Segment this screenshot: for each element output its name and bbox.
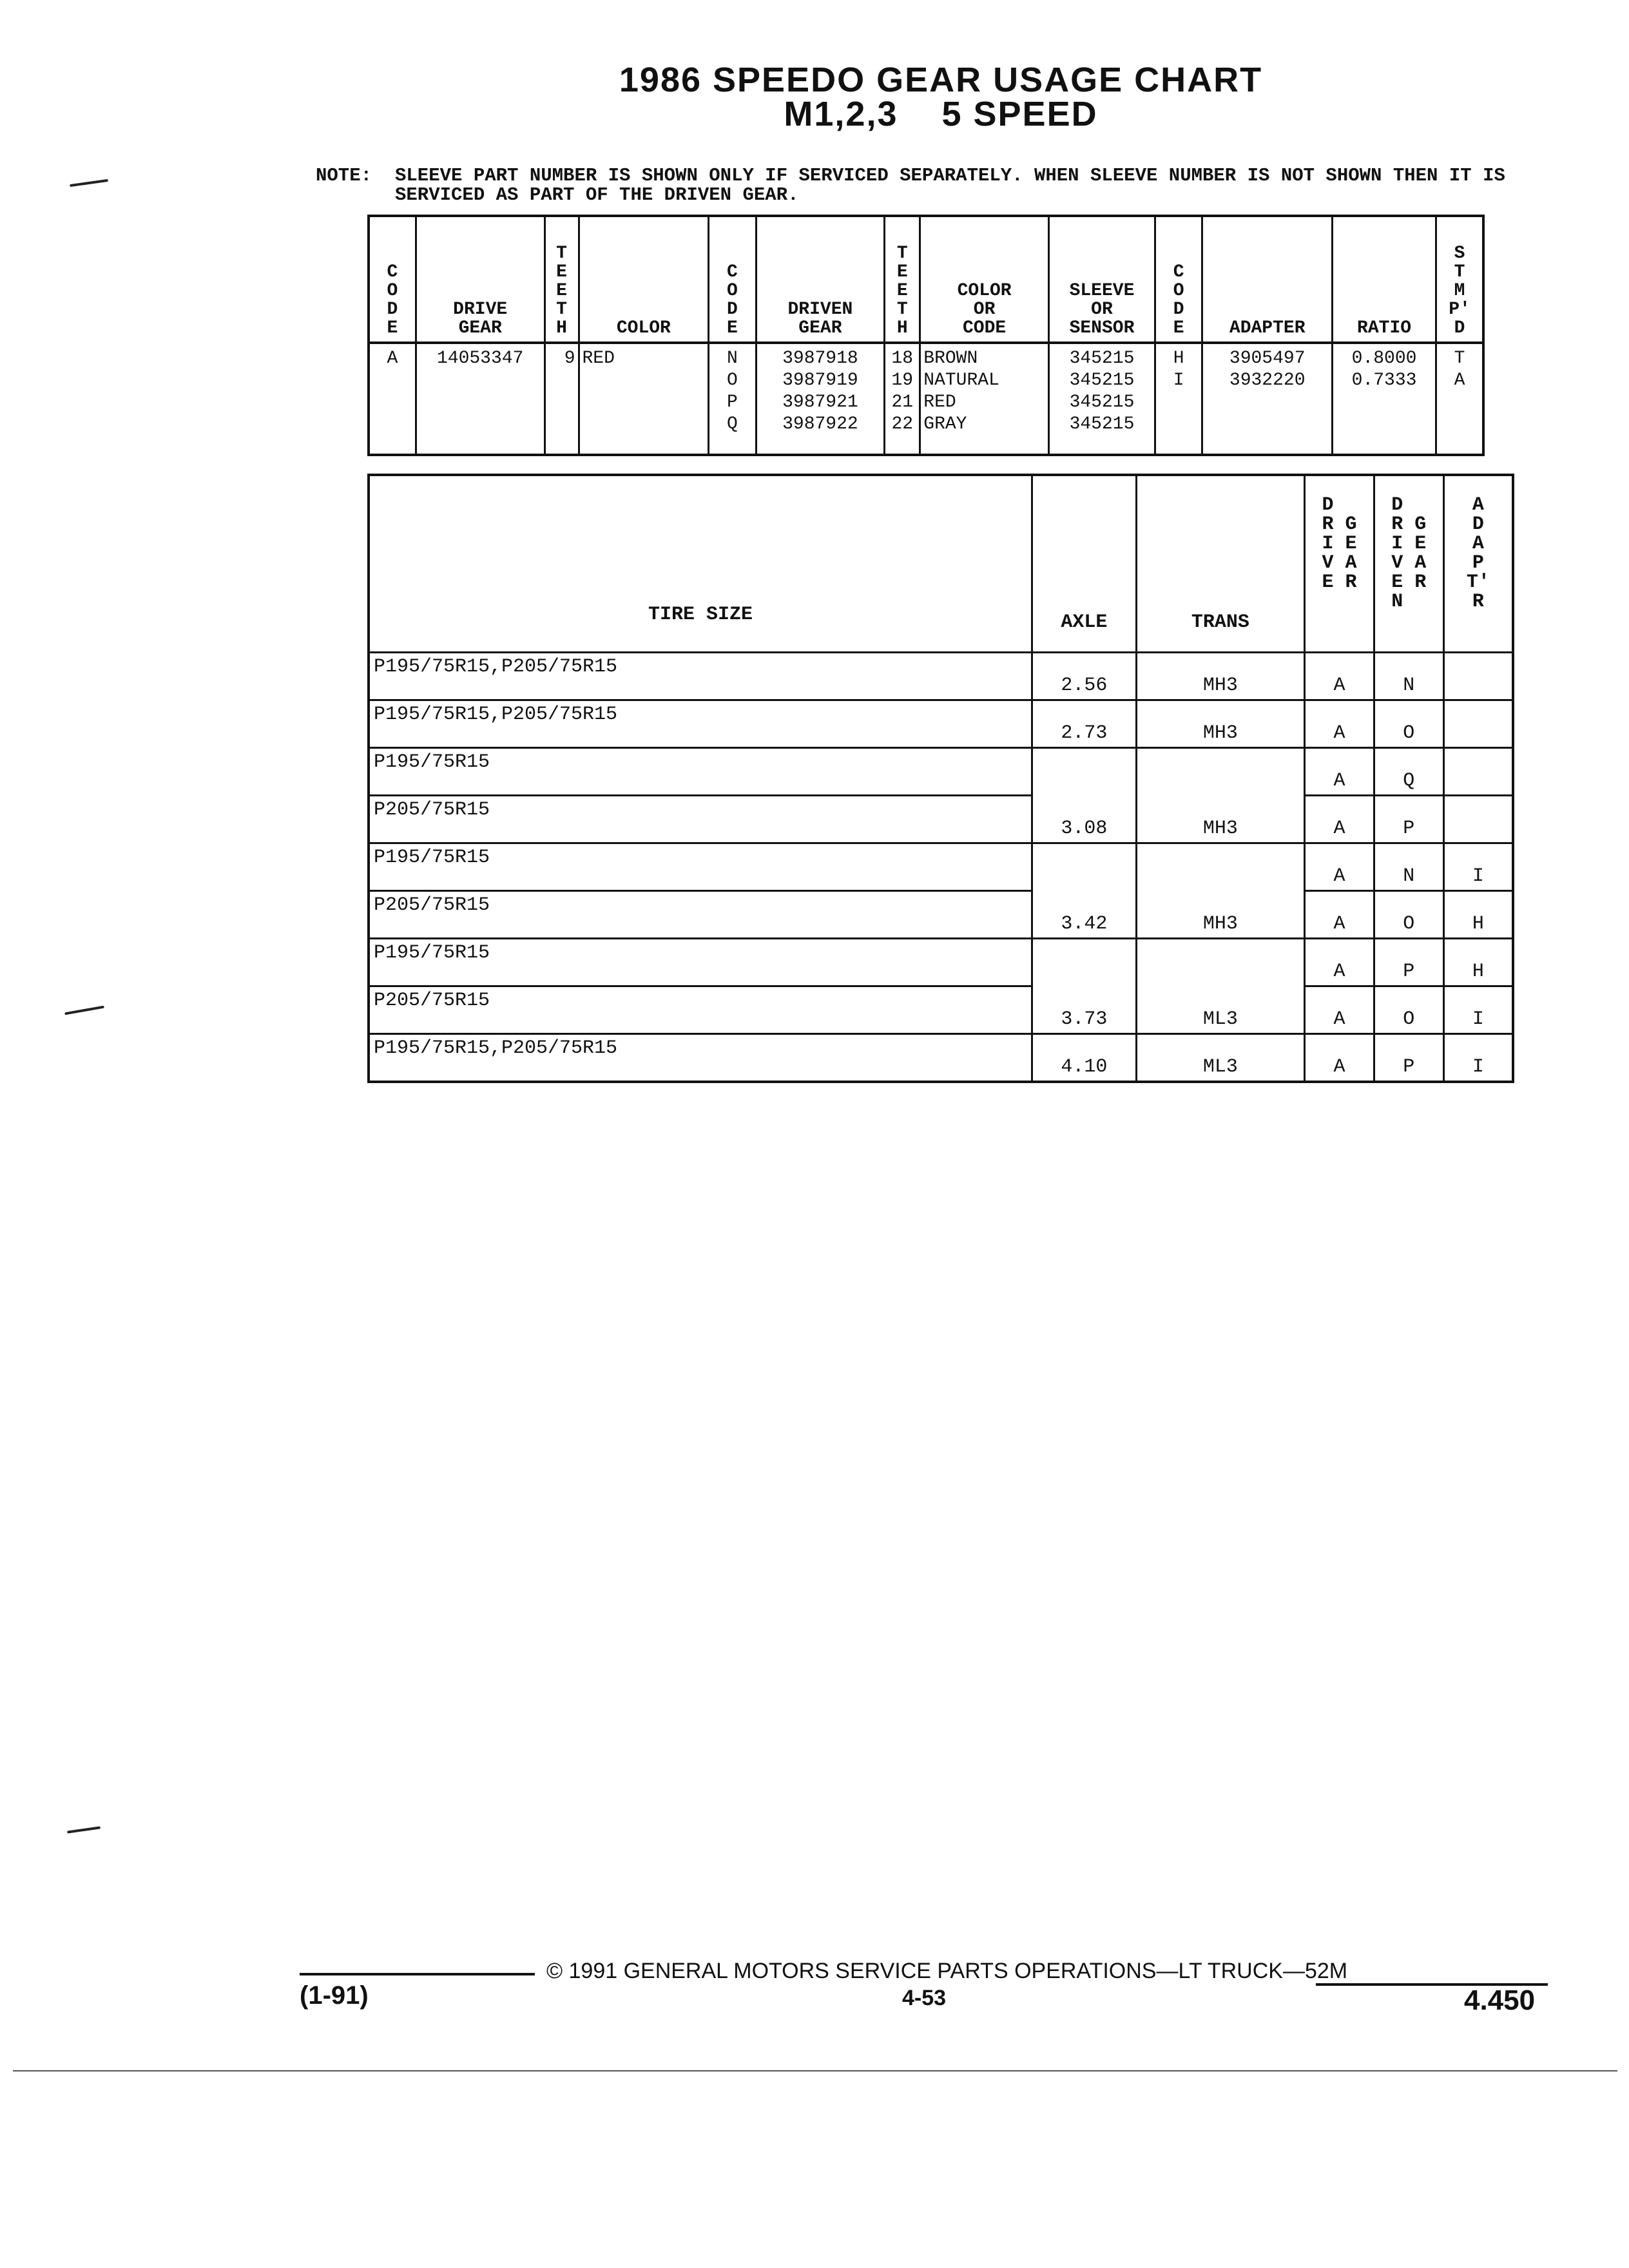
gear-spec-row xyxy=(369,343,1483,455)
table-row xyxy=(369,796,1513,843)
adapter-cell: H xyxy=(1443,939,1513,986)
tire-size-cell: P195/75R15 xyxy=(369,748,1032,796)
row-driven-codes xyxy=(709,343,756,455)
driven-gear-cell: P xyxy=(1374,1034,1443,1082)
adapter-cell xyxy=(1443,748,1513,796)
trans-cell: MH3 xyxy=(1136,748,1304,843)
driven-code: P xyxy=(726,392,738,412)
drive-gear-cell: A xyxy=(1305,653,1374,700)
table-row xyxy=(369,700,1513,748)
row-color: RED xyxy=(579,343,709,455)
adapter-number: 3932220 xyxy=(1229,370,1306,390)
axle-cell: 4.10 xyxy=(1032,1034,1137,1082)
driven-gear-cell: P xyxy=(1374,796,1443,843)
adapter-number: 3905497 xyxy=(1229,349,1306,369)
drive-gear-cell: A xyxy=(1305,700,1374,748)
table-row xyxy=(369,986,1513,1034)
chart-title-line2: M1,2,3 5 SPEED xyxy=(784,95,1098,133)
table-row xyxy=(369,891,1513,939)
driven-gear: 3987918 xyxy=(782,349,858,369)
stmpd-value: A xyxy=(1454,370,1465,390)
axle-cell: 2.73 xyxy=(1032,700,1137,748)
driven-teeth: 19 xyxy=(891,370,914,390)
row-drive-gear: 14053347 xyxy=(416,343,545,455)
driven-teeth: 18 xyxy=(891,349,914,369)
adapter-cell xyxy=(1443,653,1513,700)
footer-section-number: 4.450 xyxy=(1464,1984,1536,2016)
drive-gear-cell: A xyxy=(1305,1034,1374,1082)
axle-cell: 3.08 xyxy=(1032,748,1137,843)
ratio-value: 0.7333 xyxy=(1351,370,1417,390)
footer-copyright: © 1991 GENERAL MOTORS SERVICE PARTS OPERATIONS—LT TRUCK—52M xyxy=(546,1959,1348,1983)
row-driven-colors xyxy=(920,343,1049,455)
margin-mark xyxy=(67,1826,101,1833)
header-driven-gear-word1: D R I V E N xyxy=(1391,494,1403,613)
drive-gear-cell: A xyxy=(1305,891,1374,939)
row-adapters xyxy=(1202,343,1333,455)
adapter-cell xyxy=(1443,796,1513,843)
header-code: C O D E xyxy=(369,216,416,343)
adapter-cell: H xyxy=(1443,891,1513,939)
driven-gear: 3987919 xyxy=(782,370,858,390)
tire-size-cell: P195/75R15 xyxy=(369,939,1032,986)
adapter-code: H xyxy=(1173,349,1184,369)
header-teeth: T E E T H xyxy=(545,216,579,343)
driven-gear: 3987922 xyxy=(782,414,858,434)
tire-size-cell: P195/75R15,P205/75R15 xyxy=(369,1034,1032,1082)
header-drive-gear-word2: G E A R xyxy=(1345,514,1357,593)
adapter-cell: I xyxy=(1443,986,1513,1034)
stmpd-value: T xyxy=(1454,349,1465,369)
sleeve-number: 345215 xyxy=(1069,370,1135,390)
scan-edge-line xyxy=(13,2070,1617,2071)
header-tire-size: TIRE SIZE xyxy=(369,475,1032,653)
header-sleeve-or-sensor: SLEEVE OR SENSOR xyxy=(1048,216,1155,343)
row-driven-gears xyxy=(756,343,885,455)
tire-size-cell: P205/75R15 xyxy=(369,891,1032,939)
driven-gear-cell: N xyxy=(1374,653,1443,700)
driven-code: N xyxy=(726,349,738,369)
drive-gear-cell: A xyxy=(1305,939,1374,986)
driven-color: RED xyxy=(923,392,956,412)
driven-teeth: 22 xyxy=(891,414,914,434)
tire-size-cell: P195/75R15 xyxy=(369,843,1032,891)
driven-gear-cell: N xyxy=(1374,843,1443,891)
axle-cell: 2.56 xyxy=(1032,653,1137,700)
header-adaptr-word: A D A P T' R xyxy=(1466,494,1490,613)
header-driven-code: C O D E xyxy=(709,216,756,343)
row-driven-teeth xyxy=(885,343,920,455)
row-teeth: 9 xyxy=(545,343,579,455)
usage-table xyxy=(367,474,1514,1083)
drive-gear-cell: A xyxy=(1305,986,1374,1034)
driven-code: Q xyxy=(726,414,738,434)
driven-gear: 3987921 xyxy=(782,392,858,412)
row-code: A xyxy=(369,343,416,455)
header-driven-gear-word2: G E A R xyxy=(1414,514,1427,593)
header-adaptr xyxy=(1443,475,1513,653)
row-sleeves xyxy=(1048,343,1155,455)
chart-title-line1: 1986 SPEEDO GEAR USAGE CHART xyxy=(619,61,1263,99)
tire-size-cell: P195/75R15,P205/75R15 xyxy=(369,653,1032,700)
trans-cell: ML3 xyxy=(1136,939,1304,1034)
header-adapter-code: C O D E xyxy=(1155,216,1202,343)
header-stmpd: S T M P' D xyxy=(1436,216,1483,343)
axle-cell: 3.73 xyxy=(1032,939,1137,1034)
trans-cell: MH3 xyxy=(1136,653,1304,700)
header-driven-gear: DRIVEN GEAR xyxy=(756,216,885,343)
driven-gear-cell: Q xyxy=(1374,748,1443,796)
tire-size-cell: P195/75R15,P205/75R15 xyxy=(369,700,1032,748)
driven-gear-cell: O xyxy=(1374,891,1443,939)
header-color-or-code: COLOR OR CODE xyxy=(920,216,1049,343)
row-adapter-codes xyxy=(1155,343,1202,455)
sleeve-number: 345215 xyxy=(1069,349,1135,369)
table-row xyxy=(369,748,1513,796)
table-row xyxy=(369,939,1513,986)
margin-mark xyxy=(64,1006,104,1015)
row-ratios xyxy=(1333,343,1436,455)
header-drive-gear xyxy=(1305,475,1374,653)
note-label: NOTE: xyxy=(316,165,372,186)
driven-gear-cell: O xyxy=(1374,986,1443,1034)
header-drive-gear-word1: D R I V E xyxy=(1322,494,1334,593)
footer-date-code: (1-91) xyxy=(300,1981,369,2010)
trans-cell: MH3 xyxy=(1136,700,1304,748)
footer-rule-left xyxy=(300,1973,535,1975)
header-ratio: RATIO xyxy=(1333,216,1436,343)
table-row xyxy=(369,843,1513,891)
sleeve-number: 345215 xyxy=(1069,414,1135,434)
trans-cell: ML3 xyxy=(1136,1034,1304,1082)
sleeve-number: 345215 xyxy=(1069,392,1135,412)
driven-gear-cell: O xyxy=(1374,700,1443,748)
margin-mark xyxy=(70,179,108,187)
driven-color: NATURAL xyxy=(923,370,999,390)
driven-code: O xyxy=(726,370,738,390)
header-trans: TRANS xyxy=(1136,475,1304,653)
driven-gear-cell: P xyxy=(1374,939,1443,986)
adapter-cell xyxy=(1443,700,1513,748)
adapter-cell: I xyxy=(1443,843,1513,891)
header-color: COLOR xyxy=(579,216,709,343)
gear-spec-table xyxy=(367,215,1485,456)
driven-color: BROWN xyxy=(923,349,978,369)
adapter-cell: I xyxy=(1443,1034,1513,1082)
row-stmpd xyxy=(1436,343,1483,455)
header-axle: AXLE xyxy=(1032,475,1137,653)
driven-color: GRAY xyxy=(923,414,967,434)
footer-page-number: 4-53 xyxy=(902,1986,947,2010)
drive-gear-cell: A xyxy=(1305,796,1374,843)
note-text: SLEEVE PART NUMBER IS SHOWN ONLY IF SERVICED SEPARATELY. WHEN SLEEVE NUMBER IS NOT SHOWN THEN IT IS SERVICED AS PART OF THE DRIVEN GEAR. xyxy=(395,165,1505,206)
table-row xyxy=(369,653,1513,700)
header-adapter: ADAPTER xyxy=(1202,216,1333,343)
drive-gear-cell: A xyxy=(1305,748,1374,796)
drive-gear-cell: A xyxy=(1305,843,1374,891)
axle-cell: 3.42 xyxy=(1032,843,1137,939)
header-driven-gear xyxy=(1374,475,1443,653)
adapter-code: I xyxy=(1173,370,1184,390)
tire-size-cell: P205/75R15 xyxy=(369,796,1032,843)
driven-teeth: 21 xyxy=(891,392,914,412)
tire-size-cell: P205/75R15 xyxy=(369,986,1032,1034)
ratio-value: 0.8000 xyxy=(1351,349,1417,369)
trans-cell: MH3 xyxy=(1136,843,1304,939)
header-drive-gear: DRIVE GEAR xyxy=(416,216,545,343)
table-row xyxy=(369,1034,1513,1082)
header-driven-teeth: T E E T H xyxy=(885,216,920,343)
